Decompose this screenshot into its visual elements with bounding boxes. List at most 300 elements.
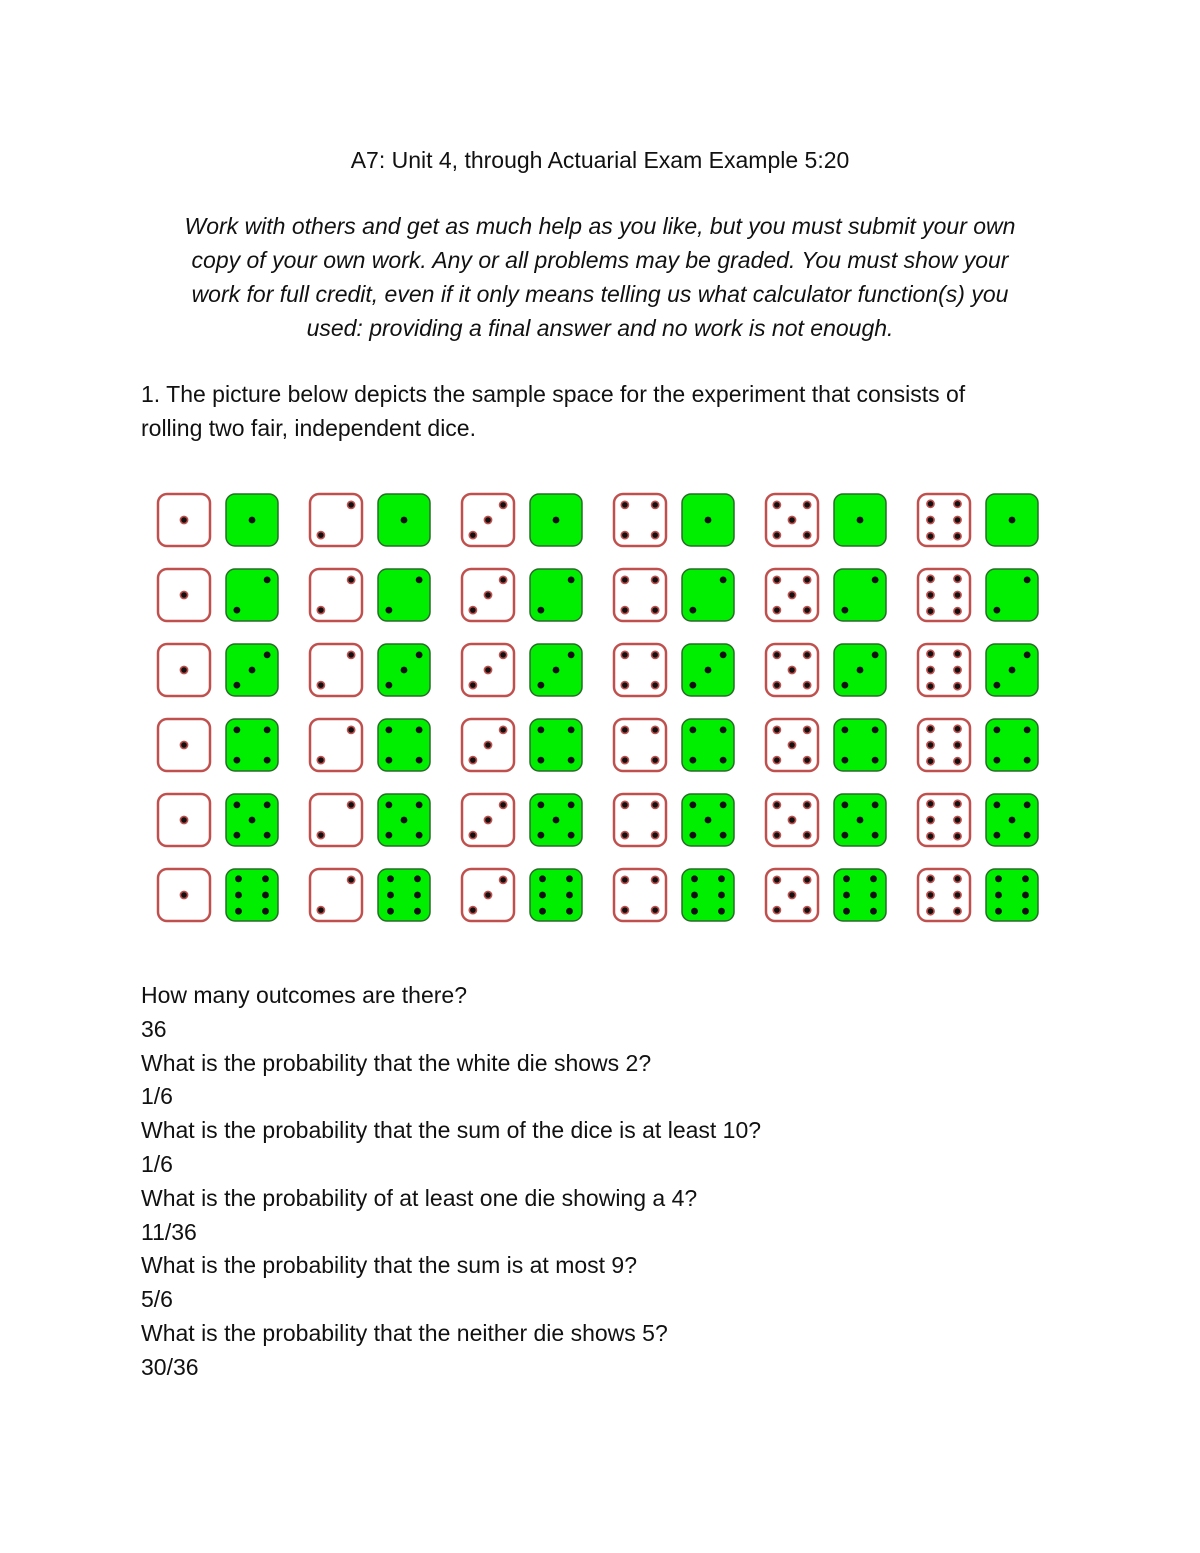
die-pip — [401, 667, 408, 674]
answer-text: 5/6 — [141, 1286, 173, 1313]
green-die — [834, 494, 886, 546]
die-pip — [954, 591, 961, 598]
die-pip — [566, 875, 573, 882]
problem-line: rolling two fair, independent dice. — [141, 415, 476, 441]
green-die — [986, 719, 1038, 771]
die-pip — [872, 576, 879, 583]
die-pip — [500, 651, 507, 658]
die-pip — [568, 801, 575, 808]
die-pip — [954, 875, 961, 882]
die-pip — [857, 667, 864, 674]
die-pip — [841, 726, 848, 733]
die-pip — [804, 607, 811, 614]
white-die — [614, 644, 666, 696]
white-die — [310, 494, 362, 546]
die-pip — [720, 757, 727, 764]
die-pip — [804, 801, 811, 808]
die-pip — [484, 591, 491, 598]
green-die — [378, 719, 430, 771]
white-die — [462, 569, 514, 621]
white-die — [918, 869, 970, 921]
die-pip — [539, 908, 546, 915]
die-pip — [773, 501, 780, 508]
die-pip — [539, 892, 546, 899]
die-pip — [500, 726, 507, 733]
die-face — [834, 869, 886, 921]
green-die — [530, 569, 582, 621]
die-pip — [995, 892, 1002, 899]
die-pip — [927, 608, 934, 615]
die-pip — [537, 726, 544, 733]
die-pip — [927, 516, 934, 523]
die-pip — [262, 892, 269, 899]
die-pip — [621, 576, 628, 583]
white-die — [158, 794, 210, 846]
green-die — [986, 494, 1038, 546]
die-pip — [621, 876, 628, 883]
die-pip — [264, 726, 271, 733]
white-die — [462, 719, 514, 771]
die-pip — [804, 576, 811, 583]
die-pip — [249, 517, 256, 524]
question-text: How many outcomes are there? — [141, 982, 467, 1008]
die-pip — [927, 758, 934, 765]
die-pip — [773, 876, 780, 883]
die-pip — [264, 757, 271, 764]
die-pip — [927, 666, 934, 673]
die-pip — [1024, 651, 1031, 658]
instructions-line: copy of your own work. Any or all problems may be graded. You must show your — [191, 247, 1009, 273]
question-text: What is the probability of at least one die showing a 4? — [141, 1184, 698, 1211]
die-pip — [469, 682, 476, 689]
die-pip — [348, 801, 355, 808]
die-pip — [872, 726, 879, 733]
die-pip — [954, 650, 961, 657]
die-pip — [993, 607, 1000, 614]
die-pip — [857, 817, 864, 824]
instructions-paragraph — [141, 209, 1059, 345]
green-die — [226, 869, 278, 921]
green-die — [226, 794, 278, 846]
question-text: What is the probability that the white die shows 2? — [141, 1049, 652, 1076]
die-pip — [927, 816, 934, 823]
die-pip — [954, 891, 961, 898]
die-pip — [348, 501, 355, 508]
die-pip — [927, 875, 934, 882]
die-pip — [689, 607, 696, 614]
die-pip — [387, 875, 394, 882]
die-pip — [927, 800, 934, 807]
die-pip — [249, 817, 256, 824]
die-pip — [621, 651, 628, 658]
die-pip — [718, 875, 725, 882]
die-pip — [484, 741, 491, 748]
die-pip — [385, 757, 392, 764]
question-text: What is the probability that the sum of the dice is at least 10? — [141, 1117, 762, 1144]
die-pip — [621, 757, 628, 764]
die-pip — [954, 908, 961, 915]
die-pip — [568, 651, 575, 658]
die-pip — [689, 682, 696, 689]
die-pip — [537, 682, 544, 689]
die-pip — [788, 816, 795, 823]
die-pip — [621, 682, 628, 689]
green-die — [682, 569, 734, 621]
die-pip — [553, 817, 560, 824]
die-pip — [773, 651, 780, 658]
die-pip — [317, 757, 324, 764]
die-pip — [691, 875, 698, 882]
die-pip — [652, 501, 659, 508]
die-face — [378, 569, 430, 621]
white-die — [766, 719, 818, 771]
white-die — [918, 644, 970, 696]
die-pip — [927, 500, 934, 507]
die-pip — [180, 891, 187, 898]
die-pip — [804, 651, 811, 658]
die-pip — [720, 832, 727, 839]
white-die — [462, 494, 514, 546]
instructions-line: Work with others and get as much help as you like, but you must submit your own — [184, 213, 1016, 239]
die-pip — [348, 651, 355, 658]
die-pip — [954, 683, 961, 690]
white-die — [918, 494, 970, 546]
die-pip — [1024, 576, 1031, 583]
die-pip — [804, 832, 811, 839]
die-pip — [537, 607, 544, 614]
green-die — [834, 719, 886, 771]
white-die — [158, 644, 210, 696]
die-face — [834, 569, 886, 621]
die-pip — [691, 908, 698, 915]
die-pip — [264, 801, 271, 808]
answer-text: 1/6 — [141, 1150, 173, 1177]
green-die — [378, 869, 430, 921]
green-die — [226, 719, 278, 771]
green-die — [682, 719, 734, 771]
die-pip — [621, 501, 628, 508]
white-die — [918, 569, 970, 621]
white-die — [614, 869, 666, 921]
die-face — [986, 569, 1038, 621]
die-pip — [870, 892, 877, 899]
die-pip — [788, 741, 795, 748]
white-die — [158, 869, 210, 921]
die-pip — [689, 726, 696, 733]
die-pip — [484, 516, 491, 523]
die-pip — [414, 892, 421, 899]
die-pip — [566, 892, 573, 899]
die-face — [682, 569, 734, 621]
die-pip — [387, 892, 394, 899]
die-pip — [233, 832, 240, 839]
die-pip — [235, 892, 242, 899]
die-pip — [927, 908, 934, 915]
die-pip — [469, 832, 476, 839]
answer-text: 36 — [141, 1015, 167, 1042]
die-pip — [773, 726, 780, 733]
die-pip — [469, 532, 476, 539]
die-pip — [927, 725, 934, 732]
die-face — [986, 869, 1038, 921]
die-pip — [233, 726, 240, 733]
questions-and-answers — [141, 979, 1059, 1385]
die-pip — [720, 726, 727, 733]
problem-statement — [141, 377, 1059, 445]
die-pip — [1009, 517, 1016, 524]
die-pip — [235, 875, 242, 882]
die-pip — [500, 876, 507, 883]
die-face — [986, 719, 1038, 771]
die-face — [682, 869, 734, 921]
die-pip — [621, 801, 628, 808]
die-pip — [180, 741, 187, 748]
die-face — [378, 719, 430, 771]
die-pip — [385, 607, 392, 614]
white-die — [614, 794, 666, 846]
die-pip — [954, 666, 961, 673]
die-pip — [927, 891, 934, 898]
die-pip — [841, 607, 848, 614]
die-pip — [249, 667, 256, 674]
die-pip — [621, 907, 628, 914]
die-face — [918, 644, 970, 696]
green-die — [834, 644, 886, 696]
green-die — [834, 869, 886, 921]
die-pip — [954, 833, 961, 840]
white-die — [310, 869, 362, 921]
die-face — [226, 569, 278, 621]
die-pip — [954, 533, 961, 540]
green-die — [682, 869, 734, 921]
white-die — [310, 719, 362, 771]
die-pip — [264, 832, 271, 839]
die-pip — [691, 892, 698, 899]
die-pip — [773, 907, 780, 914]
die-pip — [348, 726, 355, 733]
white-die — [766, 869, 818, 921]
die-pip — [718, 892, 725, 899]
die-face — [918, 569, 970, 621]
die-pip — [788, 591, 795, 598]
white-die — [310, 569, 362, 621]
die-pip — [385, 682, 392, 689]
white-die — [462, 869, 514, 921]
die-face — [682, 719, 734, 771]
die-pip — [401, 817, 408, 824]
die-pip — [927, 683, 934, 690]
green-die — [378, 794, 430, 846]
die-pip — [718, 908, 725, 915]
die-pip — [652, 757, 659, 764]
die-pip — [870, 908, 877, 915]
die-pip — [264, 651, 271, 658]
die-pip — [843, 892, 850, 899]
die-pip — [954, 741, 961, 748]
answer-text: 11/36 — [141, 1218, 197, 1245]
green-die — [530, 644, 582, 696]
die-pip — [568, 832, 575, 839]
die-pip — [804, 682, 811, 689]
die-pip — [954, 608, 961, 615]
die-pip — [568, 726, 575, 733]
die-pip — [233, 757, 240, 764]
die-pip — [927, 533, 934, 540]
die-pip — [841, 682, 848, 689]
green-die — [378, 494, 430, 546]
die-pip — [705, 817, 712, 824]
die-pip — [469, 607, 476, 614]
die-pip — [993, 801, 1000, 808]
die-face — [530, 719, 582, 771]
die-pip — [841, 801, 848, 808]
die-pip — [568, 757, 575, 764]
problem-line: 1. The picture below depicts the sample space for the experiment that consists of — [141, 381, 966, 407]
die-pip — [993, 726, 1000, 733]
die-pip — [872, 651, 879, 658]
green-die — [834, 794, 886, 846]
die-pip — [537, 832, 544, 839]
white-die — [614, 569, 666, 621]
green-die — [986, 869, 1038, 921]
die-pip — [621, 532, 628, 539]
white-die — [766, 794, 818, 846]
die-pip — [720, 576, 727, 583]
die-pip — [180, 666, 187, 673]
white-die — [766, 569, 818, 621]
die-pip — [416, 726, 423, 733]
white-die — [462, 644, 514, 696]
die-pip — [385, 801, 392, 808]
answer-text: 1/6 — [141, 1083, 173, 1110]
white-die — [918, 719, 970, 771]
question-text: What is the probability that the sum is at most 9? — [141, 1252, 638, 1279]
die-pip — [804, 757, 811, 764]
die-pip — [652, 532, 659, 539]
die-pip — [927, 575, 934, 582]
die-pip — [484, 816, 491, 823]
instructions-line: used: providing a final answer and no work is not enough. — [306, 315, 894, 341]
die-pip — [385, 726, 392, 733]
die-pip — [1024, 757, 1031, 764]
die-pip — [993, 757, 1000, 764]
die-pip — [720, 651, 727, 658]
white-die — [158, 719, 210, 771]
green-die — [682, 794, 734, 846]
die-pip — [872, 801, 879, 808]
green-die — [530, 869, 582, 921]
die-face — [834, 719, 886, 771]
die-pip — [537, 757, 544, 764]
die-pip — [872, 832, 879, 839]
die-pip — [773, 532, 780, 539]
die-pip — [414, 908, 421, 915]
die-pip — [773, 682, 780, 689]
die-pip — [993, 682, 1000, 689]
die-pip — [652, 726, 659, 733]
die-pip — [773, 801, 780, 808]
die-pip — [317, 682, 324, 689]
die-pip — [348, 876, 355, 883]
white-die — [158, 569, 210, 621]
green-die — [682, 494, 734, 546]
die-pip — [652, 576, 659, 583]
die-pip — [317, 832, 324, 839]
die-pip — [773, 832, 780, 839]
die-pip — [788, 666, 795, 673]
die-pip — [652, 682, 659, 689]
instructions-line: work for full credit, even if it only means telling us what calculator function(s) you — [191, 281, 1009, 307]
green-die — [226, 494, 278, 546]
die-pip — [484, 891, 491, 898]
die-pip — [262, 875, 269, 882]
die-pip — [537, 801, 544, 808]
die-pip — [705, 667, 712, 674]
green-die — [378, 569, 430, 621]
die-pip — [348, 576, 355, 583]
white-die — [918, 794, 970, 846]
die-pip — [954, 816, 961, 823]
die-pip — [500, 801, 507, 808]
die-pip — [484, 666, 491, 673]
answer-text: 30/36 — [141, 1353, 199, 1380]
white-die — [766, 644, 818, 696]
die-pip — [773, 576, 780, 583]
die-pip — [843, 908, 850, 915]
die-face — [530, 569, 582, 621]
die-pip — [773, 757, 780, 764]
die-face — [918, 494, 970, 546]
die-pip — [954, 575, 961, 582]
die-pip — [621, 832, 628, 839]
die-pip — [927, 741, 934, 748]
die-pip — [652, 651, 659, 658]
die-pip — [180, 816, 187, 823]
die-pip — [954, 500, 961, 507]
die-pip — [954, 800, 961, 807]
die-pip — [1022, 875, 1029, 882]
die-pip — [804, 532, 811, 539]
die-pip — [1009, 667, 1016, 674]
die-pip — [401, 517, 408, 524]
die-pip — [870, 875, 877, 882]
die-pip — [553, 517, 560, 524]
die-pip — [180, 591, 187, 598]
die-pip — [317, 907, 324, 914]
die-pip — [317, 607, 324, 614]
die-pip — [927, 650, 934, 657]
green-die — [378, 644, 430, 696]
question-text: What is the probability that the neither die shows 5? — [141, 1319, 668, 1346]
die-pip — [788, 891, 795, 898]
die-pip — [705, 517, 712, 524]
die-pip — [416, 832, 423, 839]
die-pip — [1024, 801, 1031, 808]
die-pip — [804, 726, 811, 733]
die-pip — [416, 651, 423, 658]
green-die — [986, 794, 1038, 846]
die-face — [918, 794, 970, 846]
die-pip — [621, 726, 628, 733]
document-title: A7: Unit 4, through Actuarial Exam Example 5:20 — [350, 147, 850, 173]
die-pip — [262, 908, 269, 915]
die-pip — [1024, 832, 1031, 839]
die-pip — [500, 501, 507, 508]
die-pip — [387, 908, 394, 915]
die-pip — [843, 875, 850, 882]
die-pip — [414, 875, 421, 882]
die-pip — [553, 667, 560, 674]
